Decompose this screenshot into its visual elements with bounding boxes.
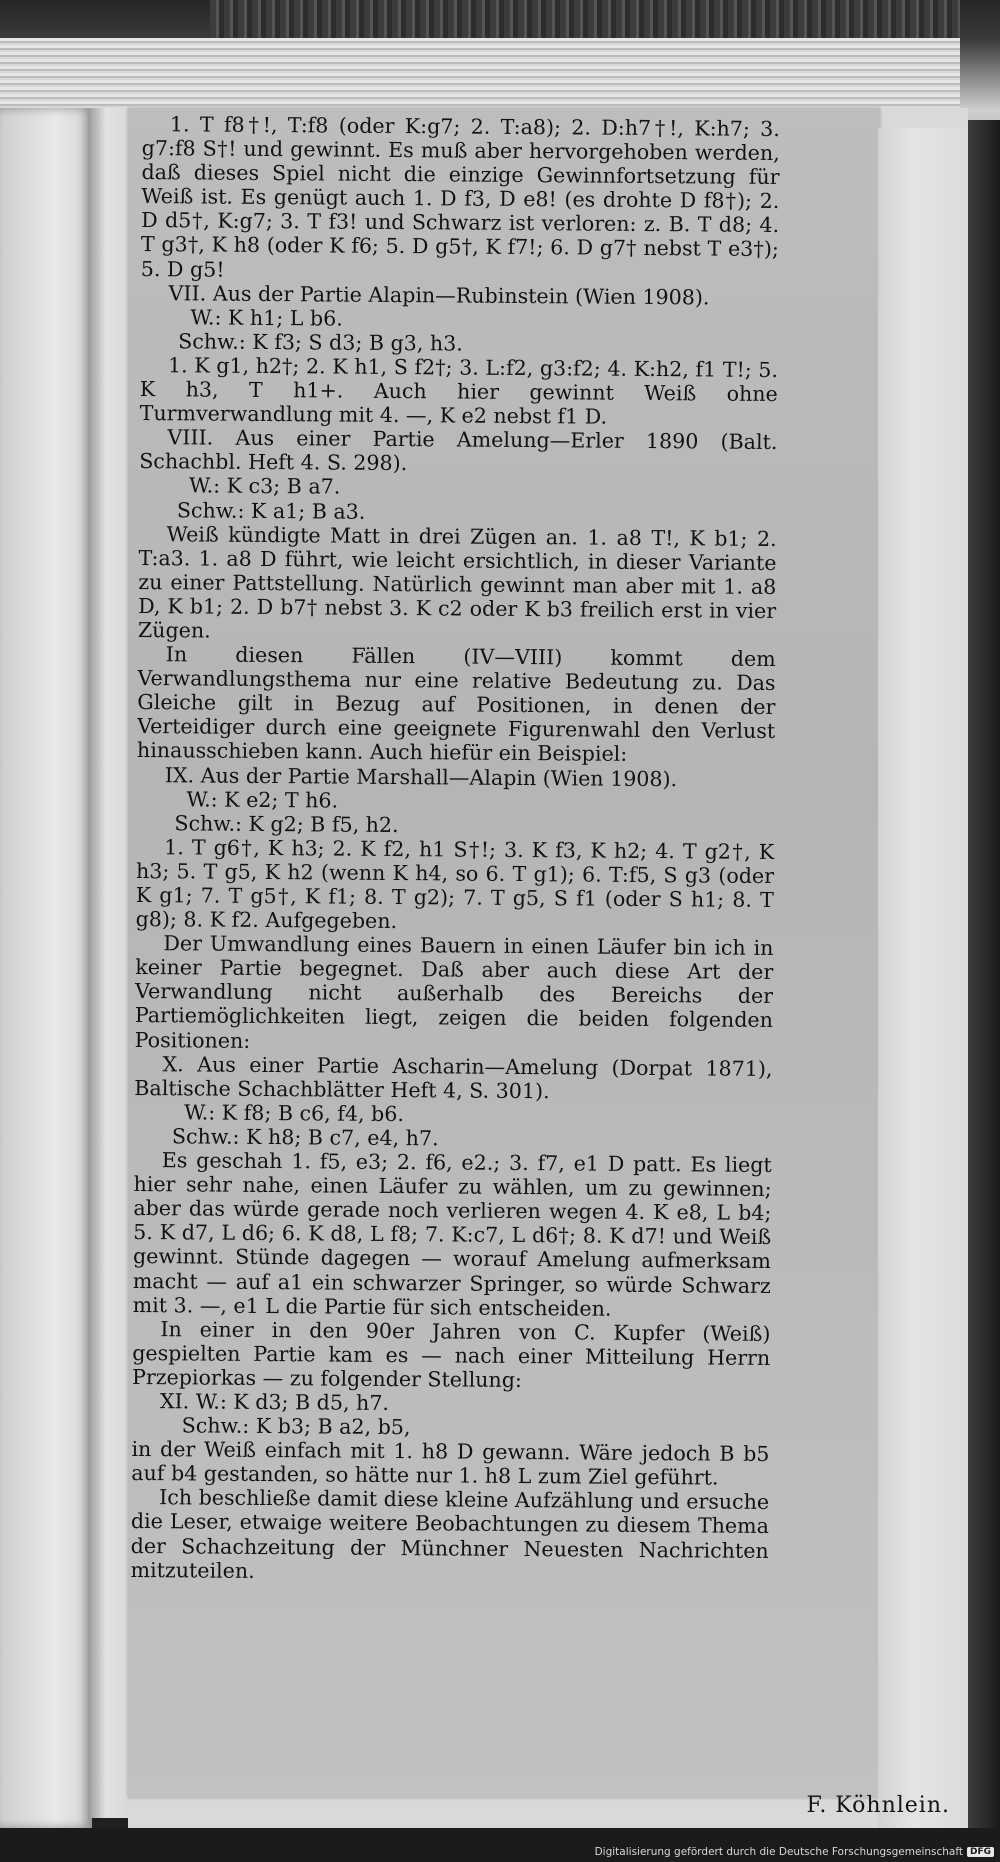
book-cover	[210, 0, 960, 40]
credit-text: Digitalisierung gefördert durch die Deutsche Forschungsgemeinschaft	[594, 1846, 963, 1858]
paragraph: Ich beschließe damit diese kleine Aufzählung und ersuche die Leser, etwaige weitere Beobachtungen zu diesem Thema der Schachzeitung der Münchner Neuesten Nachrichten mitzuteilen.	[130, 1485, 770, 1583]
position-heading: VII. Aus der Partie Alapin—Rubinstein (Wien 1908).	[168, 280, 710, 310]
position-black: Schw.: K g2; B f5, h2.	[174, 810, 399, 837]
position-heading: X. Aus einer Partie Ascharin—Amelung (Dorpat 1871), Baltische Schachblätter Heft 4, S. 301).	[134, 1051, 773, 1103]
paragraph: 1. K g1, h2†; 2. K h1, S f2†; 3. L:f2, g3:f2; 4. K:h2, f1 T!; 5. K h3, T h1+. Auch hier gewinnt Weiß ohne Turmverwandlung mit 4. —, K e2 nebst f1 D.	[139, 353, 779, 429]
position-black: Schw.: K f3; S d3; B g3, h3.	[178, 329, 463, 356]
paragraph: In diesen Fällen (IV—VIII) kommt dem Verwandlungsthema nur eine relative Bedeutung zu. Das Gleiche gilt in Bezug auf Positionen, in denen der Verteidiger durch eine geeignete Figurenwahl den Verlust hinausschieben kann. Auch hiefür ein Beispiel:	[136, 642, 776, 767]
position-heading: IX. Aus der Partie Marshall—Alapin (Wien 1908).	[164, 762, 678, 791]
position-heading: VIII. Aus einer Partie Amelung—Erler 1890 (Balt. Schachbl. Heft 4. S. 298).	[139, 425, 778, 476]
paragraph: in der Weiß einfach mit 1. h8 D gewann. Wäre jedoch B b5 auf b4 gestanden, so hätte nur 1. h8 L zum Ziel geführt.	[131, 1437, 770, 1490]
position-white: W.: K c3; B a7.	[188, 473, 341, 499]
dfg-logo: DFG	[967, 1847, 994, 1857]
position-white: W.: K e2; T h6.	[186, 786, 339, 813]
page-gutter	[88, 108, 128, 1818]
position-white: W.: K f8; B c6, f4, b6.	[184, 1100, 405, 1126]
position-black: Schw.: K b3; B a2, b5,	[181, 1413, 411, 1440]
position-white: W.: K h1; L b6.	[190, 305, 343, 331]
author-signature: F. Köhnlein.	[806, 1793, 950, 1818]
paragraph: Weiß kündigte Matt in drei Zügen an. 1. a8 T!, K b1; 2. T:a3. 1. a8 D führt, wie leicht ersichtlich, in dieser Variante zu einer Pattstellung. Natürlich gewinnt man aber mit 1. a8 D, K b1; 2. D b7† nebst 3. K c2 oder K b3 freilich erst in vier Zügen.	[137, 521, 777, 643]
paragraph: Es geschah 1. f5, e3; 2. f6, e2.; 3. f7, e1 D patt. Es liegt hier sehr nahe, einen Läufer zu wählen, um zu gewinnen; aber das würde gerade noch verlieren wegen 4. K e8, L b4; 5. K d7, L d6; 6. K d8, L f8; 7. K:c7, L d6†; 8. K d7! und Weiß gewinnt. Stünde dagegen — worauf Amelung aufmerksam macht — auf a1 ein schwarzer Springer, so würde Schwarz mit 3. —, e1 L die Partie für sich entscheiden.	[132, 1148, 772, 1321]
digitization-credit	[595, 1846, 994, 1858]
paragraph: 1. T g6†, K h3; 2. K f2, h1 S†!; 3. K f3, K h2; 4. T g2†, K h3; 5. T g5, K h2 (wenn K h4, so 6. T g1); 6. T:f5, S g3 (oder K g1; 7. T g5†, K f1; 8. T g2); 7. T g5, S f1 (oder S h1; 8. T g8); 8. K f2. Aufgegeben.	[135, 835, 775, 934]
book-edge	[968, 120, 1000, 1860]
position-heading: XI. W.: K d3; B d5, h7.	[159, 1389, 390, 1415]
position-black: Schw.: K h8; B c7, e4, h7.	[171, 1124, 439, 1151]
left-page	[0, 108, 92, 1828]
page-margin	[878, 128, 968, 1838]
paragraph: 1. T f8†!, T:f8 (oder K:g7; 2. T:a8); 2. D:h7†!, K:h7; 3. g7:f8 S†! und gewinnt. Es muß aber hervorgehoben werden, daß dieses Spiel nicht die einzige Gewinnfortsetzung für Weiß ist. Es genügt auch 1. D f3, D e8! (es drohte D f8†); 2. D d5†, K:g7; 3. T f3! und Schwarz ist verloren: z. B. T d8; 4. T g3†, K h8 (oder K f6; 5. D g5†, K f7!; 6. D g7† nebst T e3†); 5. D g5!	[140, 112, 780, 282]
article-text	[130, 112, 780, 1587]
paragraph: Der Umwandlung eines Bauern in einen Läufer bin ich in keiner Partie begegnet. Daß aber auch diese Art der Verwandlung nicht außerhalb des Bereichs der Partiemöglichkeiten liegt, zeigen die beiden folgenden Positionen:	[134, 931, 774, 1053]
position-black: Schw.: K a1; B a3.	[176, 497, 366, 524]
paragraph: In einer in den 90er Jahren von C. Kupfer (Weiß) gespielten Partie kam es — nach einer Mitteilung Herrn Przepiorkas — zu folgender Stellung:	[131, 1316, 771, 1392]
